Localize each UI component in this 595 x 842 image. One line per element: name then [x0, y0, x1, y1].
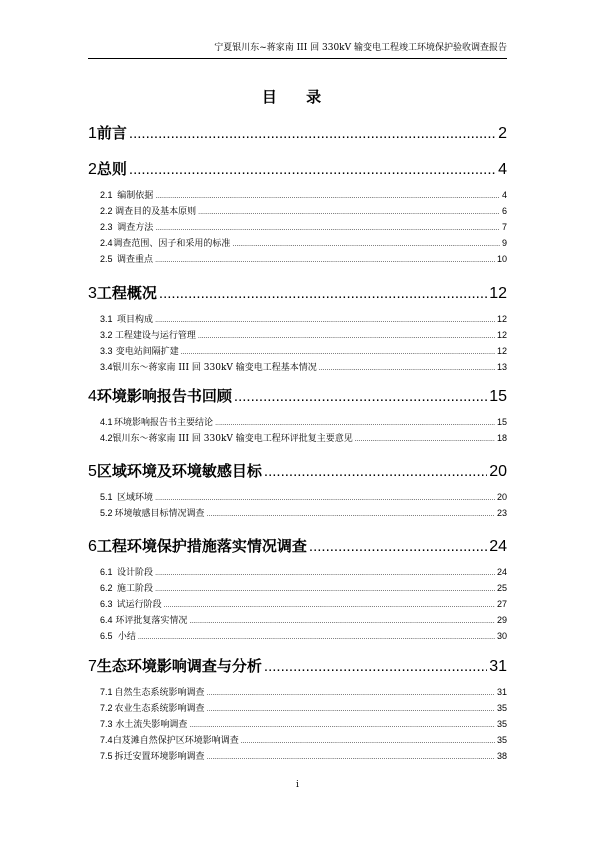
dot-leader [155, 257, 495, 264]
subsection-number: 3.1 [100, 314, 113, 324]
toc-entry-subsection-3.2[interactable] [100, 328, 507, 342]
toc-entry-subsection-2.5[interactable] [100, 252, 507, 266]
section-title: 环境影响报告书回顾 [96, 387, 232, 405]
dot-leader [155, 586, 495, 593]
subsection-page: 29 [496, 615, 507, 625]
section-title: 工程环境保护措施落实情况调查 [96, 537, 307, 555]
subsection-title: 农业生态系统影响调查 [114, 704, 205, 714]
subsection-page: 4 [501, 190, 507, 200]
section-page: 15 [489, 388, 507, 405]
toc-entry-subsection-2.2[interactable] [100, 204, 507, 218]
subsection-title: 环境敏感目标情况调查 [114, 509, 205, 519]
subsection-title: 调查目的及基本原则 [115, 207, 197, 217]
subsection-title: 项目构成 [117, 315, 154, 325]
subsection-page: 12 [496, 346, 507, 356]
toc-entry-subsection-2.4[interactable] [100, 236, 507, 250]
dot-leader [215, 420, 495, 427]
subsection-number: 7.2 [100, 703, 113, 713]
section-title: 总则 [96, 160, 127, 178]
subsection-title: 区域环境 [117, 493, 154, 503]
dot-leader [232, 241, 500, 248]
subsection-number: 7.4 [100, 735, 113, 745]
dot-leader [198, 209, 500, 216]
toc-entry-section-6[interactable] [88, 535, 507, 557]
toc-entry-subsection-4.1[interactable] [100, 415, 507, 429]
toc-entry-section-4[interactable] [88, 385, 507, 407]
toc-entry-section-7[interactable] [88, 655, 507, 677]
section-page: 24 [489, 538, 507, 555]
section-title: 工程概况 [96, 284, 157, 302]
subsection-page: 12 [496, 314, 507, 324]
subsection-page: 18 [496, 433, 507, 443]
dot-leader [155, 570, 495, 577]
subsection-page: 24 [496, 567, 507, 577]
dot-leader [309, 538, 487, 555]
subsection-page: 15 [496, 417, 507, 427]
toc-entry-subsection-7.3[interactable] [100, 717, 507, 731]
dot-leader [264, 658, 487, 675]
dot-leader [198, 333, 495, 340]
toc-entry-subsection-6.2[interactable] [100, 581, 507, 595]
section-number: 1 [88, 125, 97, 142]
subsection-number: 2.3 [100, 222, 113, 232]
subsection-page: 30 [496, 631, 507, 641]
subsection-title: 白芨滩自然保护区环境影响调查 [112, 736, 239, 746]
dot-leader [129, 161, 496, 178]
subsection-page: 9 [501, 238, 507, 248]
subsection-page: 35 [496, 703, 507, 713]
subsection-title: 调查范围、因子和采用的标准 [113, 239, 231, 249]
section-number: 5 [88, 463, 97, 480]
toc-entry-subsection-6.5[interactable] [100, 629, 507, 643]
subsection-number: 2.4 [100, 238, 113, 248]
subsection-page: 23 [496, 508, 507, 518]
running-header: 宁夏银川东~蒋家南 III 回 330kV 输变电工程竣工环境保护验收调查报告 [88, 42, 507, 59]
subsection-number: 4.1 [100, 417, 113, 427]
toc-entry-section-2[interactable] [88, 158, 507, 180]
toc-entry-section-3[interactable] [88, 282, 507, 304]
subsection-title: 试运行阶段 [116, 600, 162, 610]
dot-leader [129, 125, 496, 142]
dot-leader [206, 511, 495, 518]
subsection-title: 自然生态系统影响调查 [114, 688, 205, 698]
toc-entry-subsection-6.3[interactable] [100, 597, 507, 611]
dot-leader [355, 436, 495, 443]
dot-leader [159, 285, 487, 302]
dot-leader [234, 388, 487, 405]
dot-leader [241, 738, 495, 745]
subsection-page: 38 [496, 751, 507, 761]
subsection-title: 工程建设与运行管理 [114, 331, 196, 341]
page-number: i [296, 780, 299, 790]
toc-entry-subsection-5.1[interactable] [100, 490, 507, 504]
subsection-number: 3.3 [100, 346, 113, 356]
toc-entry-subsection-4.2[interactable] [100, 431, 507, 445]
dot-leader [181, 349, 495, 356]
subsection-number: 6.5 [100, 631, 113, 641]
subsection-page: 25 [496, 583, 507, 593]
toc-entry-subsection-7.1[interactable] [100, 685, 507, 699]
subsection-title: 编制依据 [117, 191, 154, 201]
subsection-page: 12 [496, 330, 507, 340]
subsection-page: 6 [501, 206, 507, 216]
subsection-page: 35 [496, 735, 507, 745]
subsection-number: 7.5 [100, 751, 113, 761]
subsection-page: 27 [496, 599, 507, 609]
subsection-page: 20 [496, 492, 507, 502]
toc-entry-subsection-7.4[interactable] [100, 733, 507, 747]
section-title: 生态环境影响调查与分析 [96, 657, 262, 675]
subsection-number: 7.1 [100, 687, 113, 697]
subsection-title: 银川东～蒋家南 III 回 330kV 输变电工程基本情况 [112, 363, 317, 373]
subsection-number: 2.1 [100, 190, 113, 200]
toc-entry-subsection-2.3[interactable] [100, 220, 507, 234]
dot-leader [138, 634, 495, 641]
toc-entry-subsection-3.4[interactable] [100, 360, 507, 374]
dot-leader [206, 754, 495, 761]
subsection-number: 7.3 [100, 719, 113, 729]
subsection-title: 环境影响报告书主要结论 [114, 418, 214, 428]
subsection-title: 小结 [117, 632, 136, 642]
subsection-title: 施工阶段 [117, 584, 154, 594]
section-number: 3 [88, 285, 97, 302]
dot-leader [164, 602, 495, 609]
dot-leader [155, 317, 495, 324]
dot-leader [155, 225, 500, 232]
subsection-title: 水土流失影响调查 [115, 720, 188, 730]
section-title: 前言 [96, 124, 127, 142]
subsection-number: 2.2 [100, 206, 113, 216]
subsection-page: 31 [496, 687, 507, 697]
section-page: 31 [489, 658, 507, 675]
section-number: 6 [88, 538, 97, 555]
dot-leader [319, 365, 495, 372]
toc-entry-subsection-6.1[interactable] [100, 565, 507, 579]
subsection-page: 35 [496, 719, 507, 729]
subsection-number: 5.2 [100, 508, 113, 518]
section-number: 4 [88, 388, 97, 405]
subsection-number: 2.5 [100, 254, 113, 264]
toc-entry-section-5[interactable] [88, 460, 507, 482]
subsection-title: 银川东～蒋家南 III 回 330kV 输变电工程环评批复主要意见 [112, 434, 353, 444]
subsection-number: 4.2 [100, 433, 113, 443]
dot-leader [206, 690, 495, 697]
subsection-number: 6.2 [100, 583, 113, 593]
section-number: 2 [88, 161, 97, 178]
dot-leader [264, 463, 487, 480]
toc-entry-subsection-3.3[interactable] [100, 344, 507, 358]
toc-entry-subsection-6.4[interactable] [100, 613, 507, 627]
section-page: 12 [489, 285, 507, 302]
section-page: 4 [498, 161, 507, 178]
toc-entry-subsection-3.1[interactable] [100, 312, 507, 326]
toc-entry-subsection-7.5[interactable] [100, 749, 507, 763]
subsection-page: 10 [496, 254, 507, 264]
toc-entry-section-1[interactable] [88, 122, 507, 144]
section-title: 区域环境及环境敏感目标 [96, 462, 262, 480]
section-page: 2 [498, 125, 507, 142]
subsection-number: 6.3 [100, 599, 113, 609]
subsection-number: 6.1 [100, 567, 113, 577]
toc-entry-subsection-5.2[interactable] [100, 506, 507, 520]
subsection-number: 5.1 [100, 492, 113, 502]
toc-entry-subsection-2.1[interactable] [100, 188, 507, 202]
toc-title: 目 录 [261, 88, 334, 106]
subsection-title: 设计阶段 [117, 568, 154, 578]
toc-entry-subsection-7.2[interactable] [100, 701, 507, 715]
subsection-title: 变电站间隔扩建 [115, 347, 179, 357]
section-number: 7 [88, 658, 97, 675]
subsection-number: 3.4 [100, 362, 113, 372]
subsection-title: 环评批复落实情况 [115, 616, 188, 626]
subsection-title: 调查方法 [117, 223, 154, 233]
subsection-number: 6.4 [100, 615, 113, 625]
subsection-number: 3.2 [100, 330, 113, 340]
dot-leader [206, 706, 495, 713]
dot-leader [189, 618, 495, 625]
subsection-page: 13 [496, 362, 507, 372]
dot-leader [155, 193, 500, 200]
subsection-page: 7 [501, 222, 507, 232]
dot-leader [189, 722, 495, 729]
dot-leader [155, 495, 495, 502]
subsection-title: 调查重点 [117, 255, 154, 265]
subsection-title: 拆迁安置环境影响调查 [114, 752, 205, 762]
section-page: 20 [489, 463, 507, 480]
